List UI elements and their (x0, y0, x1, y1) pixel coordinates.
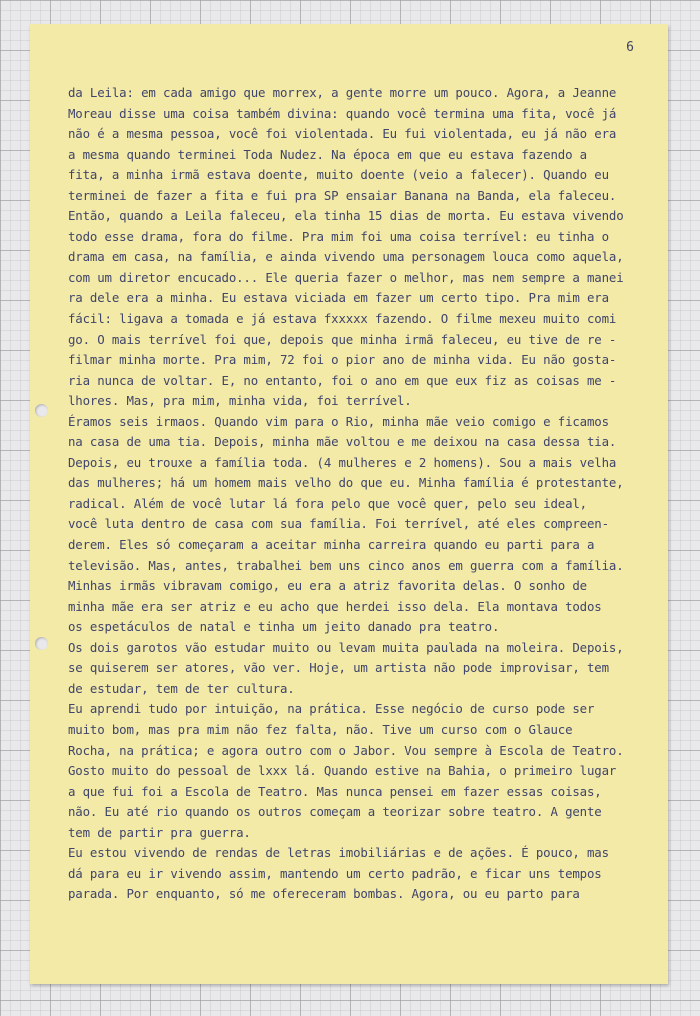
text-line: a mesma quando terminei Toda Nudez. Na época em que eu estava fazendo a (68, 146, 587, 162)
text-line: fácil: ligava a tomada e já estava fxxxxx fazendo. O filme mexeu muito comi (68, 311, 617, 327)
text-line: você luta dentro de casa com sua família. Foi terrível, até eles compreen- (68, 516, 609, 532)
typewritten-text-body (68, 83, 642, 905)
text-line: não é a mesma pessoa, você foi violentada. Eu fui violentada, eu já não era (68, 126, 617, 142)
text-line: todo esse drama, fora do filme. Pra mim foi uma coisa terrível: eu tinha o (68, 228, 609, 244)
text-line: Eu aprendi tudo por intuição, na prática. Esse negócio de curso pode ser (68, 701, 595, 717)
text-line: da Leila: em cada amigo que morrex, a gente morre um pouco. Agora, a Jeanne (68, 85, 617, 100)
text-line: dá para eu ir vivendo assim, mantendo um certo padrão, e ficar uns tempos (68, 865, 602, 881)
text-line: Gosto muito do pessoal de lxxx lá. Quando estive na Bahia, o primeiro lugar (68, 763, 617, 779)
text-line: drama em casa, na família, e ainda vivendo uma personagem louca como aquela, (68, 249, 624, 265)
text-line: fita, a minha irmã estava doente, muito doente (veio a falecer). Quando eu (68, 167, 609, 183)
text-line: filmar minha morte. Pra mim, 72 foi o pior ano de minha vida. Eu não gosta- (68, 352, 617, 368)
text-line: go. O mais terrível foi que, depois que minha irmã faleceu, eu tive de re - (68, 331, 617, 347)
text-line: muito bom, mas pra mim não fez falta, não. Tive um curso com o Glauce (68, 721, 573, 737)
text-line: derem. Eles só começaram a aceitar minha carreira quando eu parti para a (68, 537, 595, 553)
text-line: ra dele era a minha. Eu estava viciada em fazer um certo tipo. Pra mim era (68, 290, 609, 306)
text-line: de estudar, tem de ter cultura. (68, 680, 295, 696)
punch-hole-lower (35, 637, 48, 650)
text-line: radical. Além de você lutar lá fora pelo que você quer, pelo seu ideal, (68, 495, 587, 511)
text-line: os espetáculos de natal e tinha um jeito danado pra teatro. (68, 619, 500, 635)
text-line: Moreau disse uma coisa também divina: quando você termina uma fita, você já (68, 105, 617, 121)
text-line: lhores. Mas, pra mim, minha vida, foi terrível. (68, 393, 412, 409)
text-line: não. Eu até rio quando os outros começam a teorizar sobre teatro. A gente (68, 804, 602, 820)
text-line: televisão. Mas, antes, trabalhei bem uns cinco anos em guerra com a família. (68, 557, 624, 573)
text-line: tem de partir pra guerra. (68, 824, 251, 840)
text-line: Os dois garotos vão estudar muito ou levam muita paulada na moleira. Depois, (68, 639, 624, 655)
text-line: se quiserem ser atores, vão ver. Hoje, um artista não pode improvisar, tem (68, 660, 609, 676)
text-line: Éramos seis irmaos. Quando vim para o Rio, minha mãe veio comigo e ficamos (68, 413, 609, 429)
text-line: terminei de fazer a fita e fui pra SP ensaiar Banana na Banda, ela faleceu. (68, 187, 617, 203)
text-line: ria nunca de voltar. E, no entanto, foi o ano em que eux fiz as coisas me - (68, 372, 617, 388)
text-line: Depois, eu trouxe a família toda. (4 mulheres e 2 homens). Sou a mais velha (68, 454, 617, 470)
text-line: Então, quando a Leila faleceu, ela tinha 15 dias de morta. Eu estava vivendo (68, 208, 624, 224)
text-line: minha mãe era ser atriz e eu acho que herdei isso dela. Ela montava todos (68, 598, 602, 614)
text-line: Rocha, na prática; e agora outro com o Jabor. Vou sempre à Escola de Teatro. (68, 742, 624, 758)
text-line: Minhas irmãs vibravam comigo, eu era a atriz favorita delas. O sonho de (68, 578, 587, 594)
text-line: na casa de uma tia. Depois, minha mãe voltou e me deixou na casa dessa tia. (68, 434, 617, 450)
text-line: das mulheres; há um homem mais velho do que eu. Minha família é protestante, (68, 475, 624, 491)
text-line: Eu estou vivendo de rendas de letras imobiliárias e de ações. É pouco, mas (68, 845, 609, 861)
page-number: 6 (626, 40, 634, 55)
text-line: a que fui foi a Escola de Teatro. Mas nunca pensei em fazer essas coisas, (68, 783, 602, 799)
text-line: parada. Por enquanto, só me ofereceram bombas. Agora, ou eu parto para (68, 886, 580, 902)
punch-hole-upper (35, 404, 48, 417)
typewritten-page (30, 24, 668, 984)
text-line: com um diretor encucado... Ele queria fazer o melhor, mas nem sempre a manei (68, 269, 624, 285)
